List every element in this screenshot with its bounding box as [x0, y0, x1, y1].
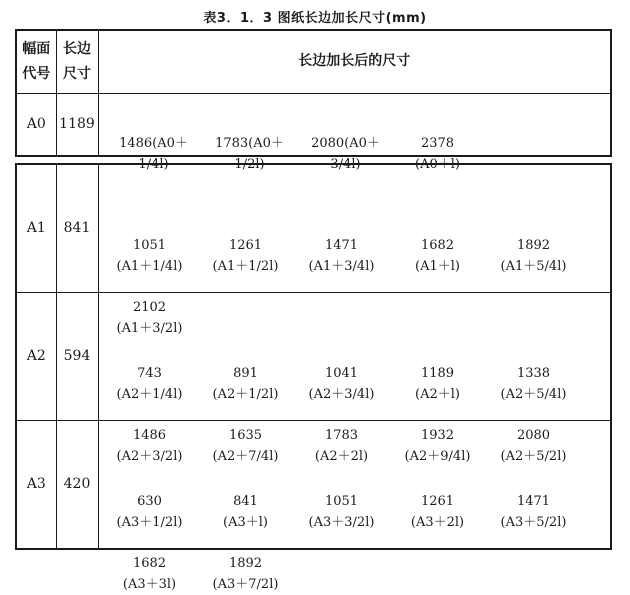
extended-size-value: 630: [137, 494, 162, 510]
extended-size-formula: (A2＋3/2l): [116, 449, 183, 464]
extended-size-value: 1041: [324, 366, 359, 381]
extended-size-entry: [293, 491, 391, 533]
header-extended-cell: 长边加长后的尺寸: [98, 30, 611, 93]
extended-size-formula: (A2＋2l): [314, 449, 369, 464]
table-row-a0: [16, 93, 611, 156]
extended-size-formula: (A2＋9/4l): [404, 449, 471, 464]
extended-size-value: 1471: [324, 238, 359, 254]
size-table-body-section: [15, 163, 612, 593]
extended-size-value: 2080(A0＋: [311, 136, 380, 152]
extended-sizes-cell: [98, 164, 611, 337]
extended-size-entry: [101, 491, 199, 533]
extended-size-formula: 1/4l): [138, 157, 169, 173]
extended-size-formula: (A3＋3/2l): [308, 515, 375, 531]
extended-size-entry: [101, 363, 199, 405]
extended-size-value: 841: [233, 494, 258, 510]
extended-size-entry: [101, 235, 199, 277]
extended-size-formula: (A2＋1/4l): [116, 387, 183, 402]
header-length-line2: 尺寸: [63, 65, 91, 82]
extended-size-formula: (A2＋5/2l): [500, 449, 567, 464]
header-code-line2: 代号: [22, 65, 51, 82]
size-table-header-section: [15, 29, 612, 173]
extended-size-formula: (A1＋1/4l): [116, 259, 183, 275]
extended-size-formula: (A2＋l): [415, 387, 460, 402]
extended-size-entry: [197, 491, 295, 533]
extended-size-value: 1486(A0＋: [119, 136, 188, 152]
long-side-cell: 1189: [56, 93, 98, 156]
extended-size-formula: (A3＋2l): [410, 515, 465, 531]
extended-size-value: 1892: [228, 556, 263, 572]
extended-size-formula: (A2＋7/4l): [212, 449, 279, 464]
extended-size-formula: 3/4l): [330, 157, 361, 173]
extended-size-value: 1261: [420, 494, 455, 510]
extended-size-formula: (A1＋3/2l): [116, 321, 183, 337]
header-code-line1: 幅面: [22, 40, 51, 57]
extended-size-value: 1635: [228, 428, 263, 443]
extended-size-formula: (A1＋l): [415, 259, 460, 275]
extended-size-value: 2080: [516, 428, 551, 443]
table-row-a1: [16, 164, 611, 292]
extended-size-entry: [389, 363, 487, 405]
header-code-cell: [16, 30, 56, 93]
extended-size-entry: [197, 363, 295, 405]
extended-size-value: 891: [233, 366, 258, 381]
extended-size-formula: (A1＋3/4l): [308, 259, 375, 275]
extended-size-value: 1892: [516, 238, 551, 254]
extended-size-entry: [485, 235, 583, 277]
extended-size-entry: [197, 553, 295, 595]
size-code-cell: A2: [16, 292, 56, 420]
extended-size-formula: (A3＋7/2l): [212, 577, 279, 593]
extended-size-value: 1189: [420, 366, 455, 381]
extended-size-formula: (A2＋1/2l): [212, 387, 279, 402]
extended-size-entry: [101, 553, 199, 595]
extended-size-formula: (A3＋1/2l): [116, 515, 183, 531]
header-length-line1: 长边: [63, 40, 91, 57]
table-caption: 表3．1．3 图纸长边加长尺寸(mm): [203, 11, 427, 26]
extended-size-formula: (A1＋1/2l): [212, 259, 279, 275]
extended-size-value: 1783(A0＋: [215, 136, 284, 152]
extended-size-entry: [197, 425, 295, 467]
extended-size-entry: [485, 491, 583, 533]
extended-size-value: 1932: [420, 428, 455, 443]
extended-size-entry: [101, 425, 199, 467]
size-code-cell: A1: [16, 164, 56, 292]
extended-size-entry: [197, 235, 295, 277]
long-side-cell: 841: [56, 164, 98, 292]
long-side-cell: 420: [56, 420, 98, 549]
header-length-cell: [56, 30, 98, 93]
long-side-cell: 594: [56, 292, 98, 420]
extended-size-entry: [101, 297, 199, 339]
extended-size-value: 1261: [228, 238, 263, 254]
extended-size-entry: [485, 425, 583, 467]
extended-size-formula: (A2＋5/4l): [500, 387, 567, 402]
extended-size-value: 743: [137, 366, 162, 381]
extended-size-formula: (A3＋l): [223, 515, 268, 531]
extended-size-formula: (A0＋l): [415, 157, 460, 173]
extended-size-value: 2378: [420, 136, 455, 152]
size-code-cell: A3: [16, 420, 56, 549]
extended-size-value: 2102: [132, 300, 167, 316]
extended-size-formula: (A1＋5/4l): [500, 259, 567, 275]
size-code-cell: A0: [16, 93, 56, 156]
extended-size-formula: (A3＋5/2l): [500, 515, 567, 531]
extended-size-value: 1783: [324, 428, 359, 443]
extended-size-value: 1486: [132, 428, 167, 443]
extended-size-entry: [485, 363, 583, 405]
extended-sizes-cell: [98, 93, 611, 173]
extended-size-formula: (A2＋3/4l): [308, 387, 375, 402]
extended-size-entry: [293, 425, 391, 467]
extended-size-value: 1051: [132, 238, 167, 254]
extended-size-entry: [389, 491, 487, 533]
extended-size-entry: [293, 235, 391, 277]
extended-size-entry: [389, 235, 487, 277]
extended-size-value: 1051: [324, 494, 359, 510]
header-row: [16, 30, 611, 93]
extended-size-value: 1682: [420, 238, 455, 254]
extended-size-entry: [389, 425, 487, 467]
extended-size-entry: [293, 363, 391, 405]
extended-size-formula: 1/2l): [234, 157, 265, 173]
extended-size-formula: (A3＋3l): [122, 577, 177, 593]
extended-size-value: 1682: [132, 556, 167, 572]
extended-size-value: 1471: [516, 494, 551, 510]
extended-size-value: 1338: [516, 366, 551, 381]
